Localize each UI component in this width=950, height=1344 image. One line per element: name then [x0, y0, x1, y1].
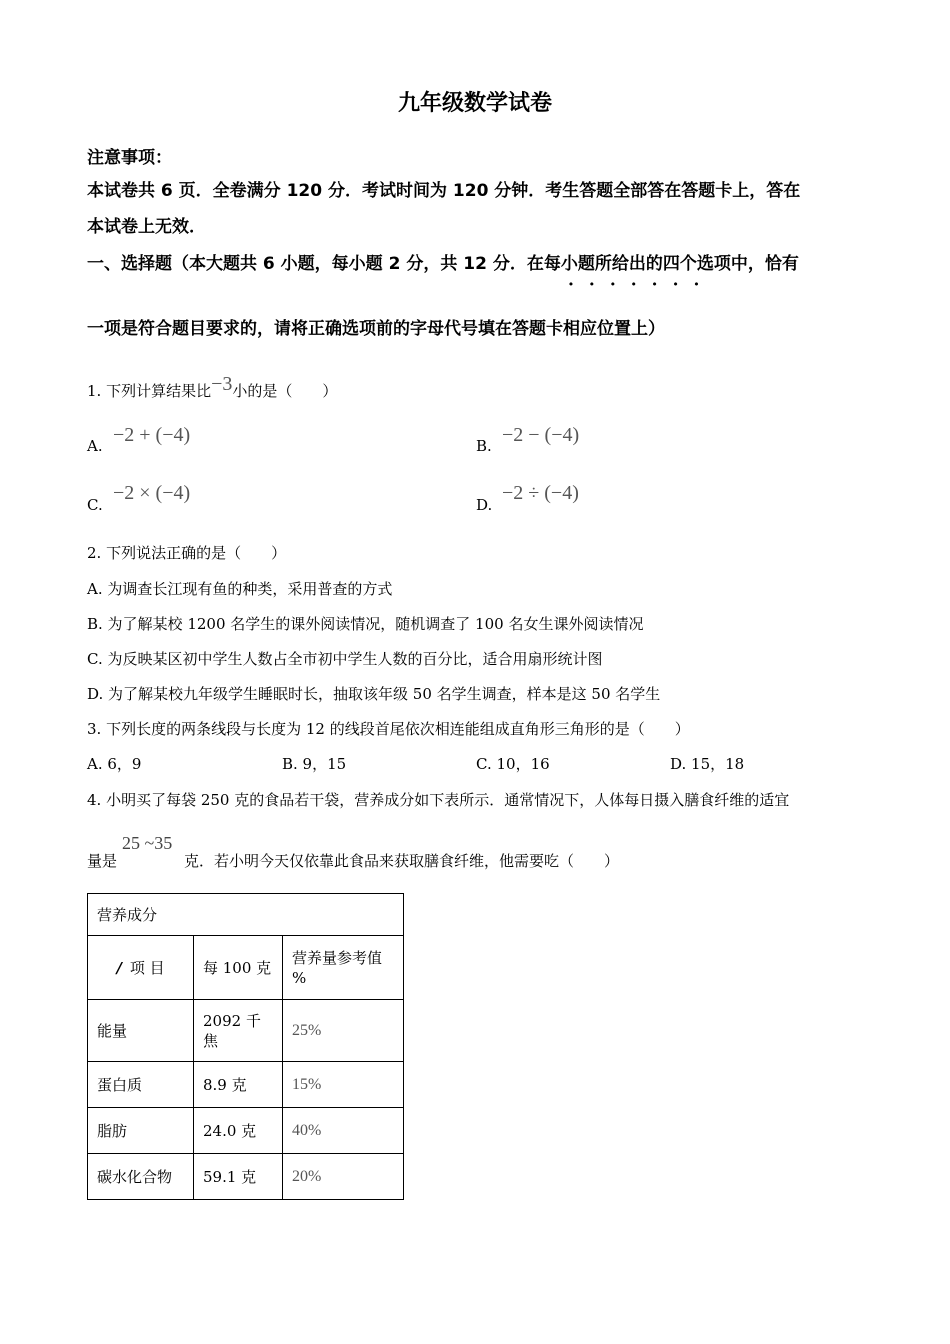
notice-heading: 注意事项： [87, 148, 172, 168]
page-title: 九年级数学试卷 [397, 91, 552, 116]
table-row [88, 1154, 404, 1200]
table-caption: 营养成分 [88, 894, 404, 936]
table-cell-amount: 59.1 克 [194, 1154, 283, 1200]
emphasis-dots: ······· [568, 275, 715, 295]
q2-option-a: A. 为调查长江现有鱼的种类，采用普查的方式 [87, 580, 393, 598]
q3-option-a: A. 6，9 [87, 755, 142, 773]
table-row [88, 1108, 404, 1154]
table-cell-name: 蛋白质 [88, 1062, 194, 1108]
q1-option-d-label: D. [476, 496, 493, 514]
table-cell-ref: 25% [283, 1000, 404, 1062]
table-cell-name: 脂肪 [88, 1108, 194, 1154]
q3-option-b: B. 9，15 [282, 755, 347, 773]
table-cell-name: 碳水化合物 [88, 1154, 194, 1200]
table-header-per100: 每 100 克 [194, 936, 283, 1000]
q2-option-b: B. 为了解某校 1200 名学生的课外阅读情况，随机调查了 100 名女生课外阅读情况 [87, 615, 644, 633]
table-cell-amount: 24.0 克 [194, 1108, 283, 1154]
q3-option-c: C. 10，16 [476, 755, 550, 773]
q4-stem-text-b: 克．若小明今天仅依靠此食品来获取膳食纤维，他需要吃（ ） [184, 852, 620, 870]
table-header-item-mark: / [116, 959, 122, 977]
table-header-item-text: 项 目 [129, 959, 165, 977]
table-header-row [88, 936, 404, 1000]
section1-intro-line-2: 一项是符合题目要求的，请将正确选项前的字母代号填在答题卡相应位置上） [87, 319, 665, 339]
notice-line-2: 本试卷上无效． [87, 217, 206, 237]
q2-option-c: C. 为反映某区初中学生人数占全市初中学生人数的百分比，适合用扇形统计图 [87, 650, 603, 668]
table-cell-ref: 20% [283, 1154, 404, 1200]
q1-option-b-label: B. [476, 437, 492, 455]
q2-stem: 2. 下列说法正确的是（ ） [87, 544, 287, 562]
nutrition-table [87, 893, 404, 1200]
section1-intro-line-1: 一、选择题（本大题共 6 小题，每小题 2 分，共 12 分．在每小题所给出的四个选项中，恰有 [87, 254, 799, 274]
q1-option-b-math: −2 − (−4) [502, 424, 580, 446]
notice-line-1: 本试卷共 6 页．全卷满分 120 分．考试时间为 120 分钟．考生答题全部答在答题卡上，答在 [87, 181, 801, 201]
q1-stem-text-b: 小的是（ ） [232, 382, 338, 400]
table-cell-amount: 2092 千焦 [194, 1000, 283, 1062]
table-cell-name: 能量 [88, 1000, 194, 1062]
q2-option-d: D. 为了解某校九年级学生睡眠时长，抽取该年级 50 名学生调查，样本是这 50 名学生 [87, 685, 661, 703]
q1-stem-text-a: 1. 下列计算结果比 [87, 382, 212, 400]
q1-option-a-label: A. [87, 437, 103, 455]
q1-option-c-math: −2 × (−4) [113, 482, 191, 504]
q1-option-c-label: C. [87, 496, 103, 514]
q4-stem-text-a: 量是 [87, 852, 118, 870]
q1-option-a-math: −2 + (−4) [113, 424, 191, 446]
q1-option-d-math: −2 ÷ (−4) [502, 482, 579, 504]
q4-stem-math: 25 ~35 [122, 833, 173, 853]
q4-stem-line-1: 4. 小明买了每袋 250 克的食品若干袋，营养成分如下表所示．通常情况下，人体每日摄入膳食纤维的适宜 [87, 791, 790, 809]
q3-option-d: D. 15，18 [670, 755, 745, 773]
table-row [88, 1000, 404, 1062]
table-cell-ref: 40% [283, 1108, 404, 1154]
table-header-item [88, 936, 194, 1000]
table-header-ref: 营养量参考值 % [283, 936, 404, 1000]
table-cell-ref: 15% [283, 1062, 404, 1108]
table-caption-row [88, 894, 404, 936]
q1-stem [87, 373, 338, 402]
table-row [88, 1062, 404, 1108]
q1-stem-math: −3 [211, 373, 233, 395]
table-cell-amount: 8.9 克 [194, 1062, 283, 1108]
q3-stem: 3. 下列长度的两条线段与长度为 12 的线段首尾依次相连能组成直角形三角形的是（ ） [87, 720, 690, 738]
